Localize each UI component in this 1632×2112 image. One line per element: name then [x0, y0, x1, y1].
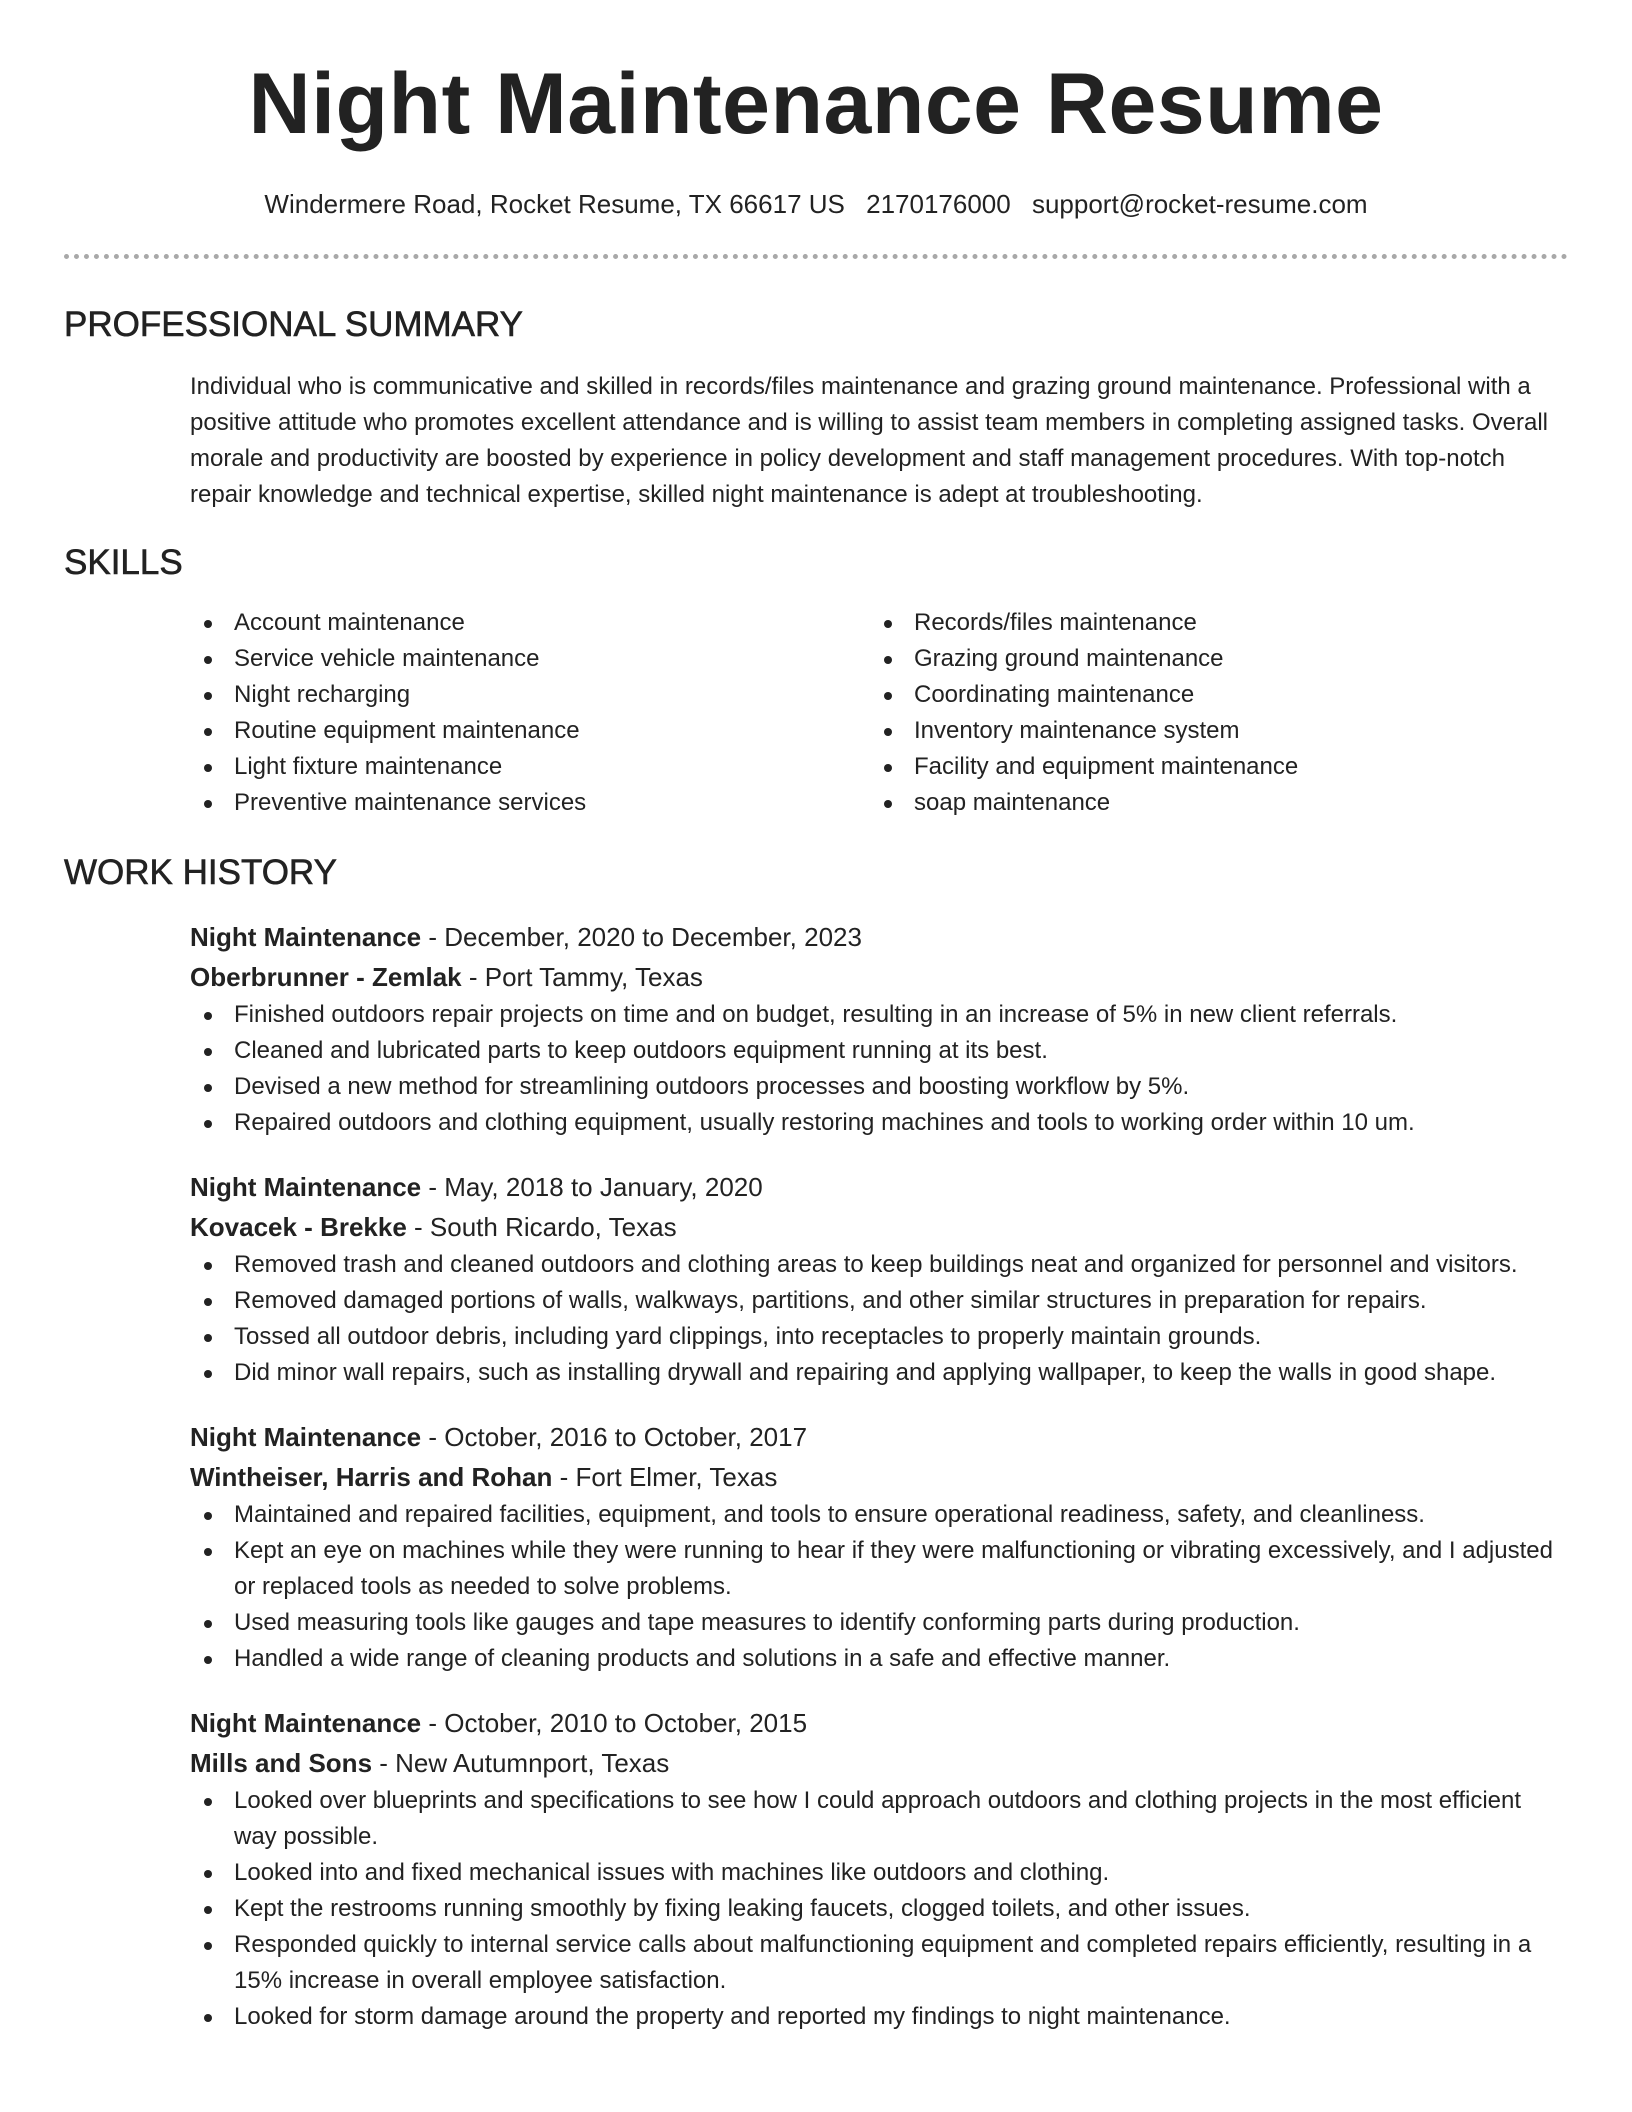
skill-item: Night recharging — [190, 677, 870, 713]
job-bullet: Repaired outdoors and clothing equipment, usually restoring machines and tools to working order within 10 um. — [190, 1105, 1568, 1141]
work-history-heading: WORK HISTORY — [64, 853, 337, 892]
job-location: - New Autumnport, Texas — [372, 1748, 670, 1778]
skill-item: Routine equipment maintenance — [190, 713, 870, 749]
job-company-line — [190, 1207, 1568, 1247]
skills-list-right — [870, 605, 1550, 821]
skill-item: Service vehicle maintenance — [190, 641, 870, 677]
job-dates: - May, 2018 to January, 2020 — [421, 1172, 763, 1202]
job-bullet: Maintained and repaired facilities, equipment, and tools to ensure operational readiness, safety, and cleanliness. — [190, 1497, 1568, 1533]
skills-heading: SKILLS — [64, 543, 183, 582]
job-company: Mills and Sons — [190, 1748, 373, 1778]
job-bullet: Tossed all outdoor debris, including yard clippings, into receptacles to properly maintain grounds. — [190, 1319, 1568, 1355]
job-bullets — [190, 997, 1568, 1141]
job-title: Night Maintenance — [190, 1172, 422, 1202]
work-history-section — [64, 917, 1568, 2035]
job-company: Wintheiser, Harris and Rohan — [190, 1462, 553, 1492]
job-title-line — [190, 1703, 1568, 1743]
job-title-line — [190, 1167, 1568, 1207]
job-bullet: Removed trash and cleaned outdoors and clothing areas to keep buildings neat and organized for personnel and visitors. — [190, 1247, 1568, 1283]
summary-heading: PROFESSIONAL SUMMARY — [64, 305, 523, 344]
job-dates: - October, 2010 to October, 2015 — [421, 1708, 808, 1738]
skill-item: Coordinating maintenance — [870, 677, 1550, 713]
job-bullet: Looked into and fixed mechanical issues with machines like outdoors and clothing. — [190, 1855, 1568, 1891]
skill-item: Preventive maintenance services — [190, 785, 870, 821]
skill-item: Facility and equipment maintenance — [870, 749, 1550, 785]
job-bullet: Kept an eye on machines while they were running to hear if they were malfunctioning or vibrating excessively, and I adjusted or replaced tools as needed to solve problems. — [190, 1533, 1568, 1605]
skills-column-right — [870, 605, 1550, 821]
summary-section — [64, 369, 1568, 513]
job-bullet: Responded quickly to internal service calls about malfunctioning equipment and completed repairs efficiently, resulting in a 15% increase in overall employee satisfaction. — [190, 1927, 1568, 1999]
skills-list-left — [190, 605, 870, 821]
job-dates: - October, 2016 to October, 2017 — [421, 1422, 808, 1452]
skill-item: Grazing ground maintenance — [870, 641, 1550, 677]
job-company-line — [190, 957, 1568, 997]
job-bullet: Kept the restrooms running smoothly by fixing leaking faucets, clogged toilets, and other issues. — [190, 1891, 1568, 1927]
job-company-line — [190, 1457, 1568, 1497]
job-title-line — [190, 917, 1568, 957]
header-divider — [64, 254, 1568, 259]
contact-address: Windermere Road, Rocket Resume, TX 66617 US — [264, 189, 845, 219]
job-location: - Port Tammy, Texas — [461, 962, 703, 992]
job-company-line — [190, 1743, 1568, 1783]
job-title: Night Maintenance — [190, 922, 422, 952]
skills-grid — [190, 605, 1568, 821]
job-location: - South Ricardo, Texas — [406, 1212, 677, 1242]
job-title-line — [190, 1417, 1568, 1457]
job-bullet: Handled a wide range of cleaning products and solutions in a safe and effective manner. — [190, 1641, 1568, 1677]
job-title: Night Maintenance — [190, 1422, 422, 1452]
job-entry — [190, 1417, 1568, 1677]
job-entry — [190, 1703, 1568, 2035]
job-bullet: Cleaned and lubricated parts to keep outdoors equipment running at its best. — [190, 1033, 1568, 1069]
skills-column-left — [190, 605, 870, 821]
job-bullet: Finished outdoors repair projects on time and on budget, resulting in an increase of 5% in new client referrals. — [190, 997, 1568, 1033]
job-bullet: Looked over blueprints and specifications to see how I could approach outdoors and clothing projects in the most efficient way possible. — [190, 1783, 1568, 1855]
job-bullets — [190, 1783, 1568, 2035]
job-bullet: Did minor wall repairs, such as installing drywall and repairing and applying wallpaper, to keep the walls in good shape. — [190, 1355, 1568, 1391]
job-bullet: Removed damaged portions of walls, walkways, partitions, and other similar structures in preparation for repairs. — [190, 1283, 1568, 1319]
job-company: Oberbrunner - Zemlak — [190, 962, 462, 992]
contact-phone: 2170176000 — [866, 189, 1011, 219]
skill-item: Inventory maintenance system — [870, 713, 1550, 749]
job-bullet: Devised a new method for streamlining outdoors processes and boosting workflow by 5%. — [190, 1069, 1568, 1105]
skills-section — [64, 605, 1568, 821]
job-bullets — [190, 1247, 1568, 1391]
contact-email: support@rocket-resume.com — [1031, 189, 1368, 219]
summary-text: Individual who is communicative and skilled in records/files maintenance and grazing ground maintenance. Professional with a positive attitude who promotes excellent attendance and is willing to assist team members in completing assigned tasks. Overall morale and productivity are boosted by experience in policy development and staff management procedures. With top-notch repair knowledge and technical expertise, skilled night maintenance is adept at troubleshooting. — [190, 373, 1549, 508]
job-company: Kovacek - Brekke — [190, 1212, 407, 1242]
skill-item: Light fixture maintenance — [190, 749, 870, 785]
skill-item: Records/files maintenance — [870, 605, 1550, 641]
job-entry — [190, 917, 1568, 1141]
skill-item: Account maintenance — [190, 605, 870, 641]
resume-title: Night Maintenance Resume — [248, 56, 1384, 152]
contact-line — [64, 188, 1568, 220]
job-location: - Fort Elmer, Texas — [552, 1462, 778, 1492]
job-bullets — [190, 1497, 1568, 1677]
skill-item: soap maintenance — [870, 785, 1550, 821]
job-title: Night Maintenance — [190, 1708, 422, 1738]
job-dates: - December, 2020 to December, 2023 — [421, 922, 862, 952]
job-bullet: Looked for storm damage around the property and reported my findings to night maintenance. — [190, 1999, 1568, 2035]
job-bullet: Used measuring tools like gauges and tape measures to identify conforming parts during production. — [190, 1605, 1568, 1641]
job-entry — [190, 1167, 1568, 1391]
